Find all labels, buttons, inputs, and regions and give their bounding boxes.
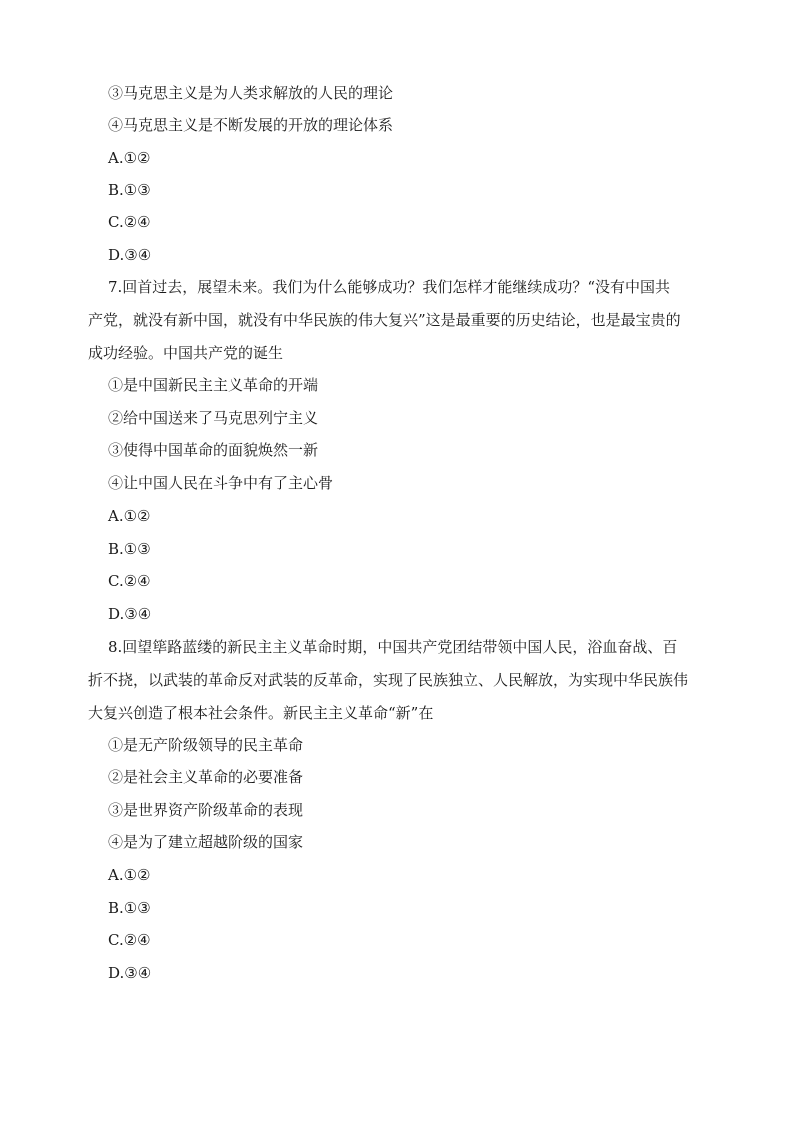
q8-option-b: B.①③ xyxy=(108,899,151,917)
q7-stem-line-3: 成功经验。中国共产党的诞生 xyxy=(88,344,284,362)
q8-statement-3: ③是世界资产阶级革命的表现 xyxy=(108,801,304,819)
q8-stem-line-2: 折不挠，以武装的革命反对武装的反革命，实现了民族独立、人民解放，为实现中华民族伟 xyxy=(88,671,689,689)
q6-option-a: A.①② xyxy=(108,149,151,167)
q7-stem-line-1: 7.回首过去，展望未来。我们为什么能够成功？我们怎样才能继续成功？“没有中国共 xyxy=(108,278,670,296)
q7-statement-4: ④让中国人民在斗争中有了主心骨 xyxy=(108,474,334,492)
q8-option-a: A.①② xyxy=(108,866,151,884)
q8-option-c: C.②④ xyxy=(108,931,151,949)
q7-statement-1: ①是中国新民主主义革命的开端 xyxy=(108,376,319,394)
q7-option-c: C.②④ xyxy=(108,572,151,590)
q7-statement-2: ②给中国送来了马克思列宁主义 xyxy=(108,409,319,427)
q8-stem-line-1: 8.回望筚路蓝缕的新民主主义革命时期，中国共产党团结带领中国人民，浴血奋战、百 xyxy=(108,638,678,656)
q7-stem-line-2: 产党，就没有新中国，就没有中华民族的伟大复兴”这是最重要的历史结论，也是最宝贵的 xyxy=(88,311,681,329)
q6-option-b: B.①③ xyxy=(108,181,151,199)
q7-statement-3: ③使得中国革命的面貌焕然一新 xyxy=(108,441,319,459)
q6-option-d: D.③④ xyxy=(108,246,152,264)
q7-option-d: D.③④ xyxy=(108,605,152,623)
q8-stem-line-3: 大复兴创造了根本社会条件。新民主主义革命“新”在 xyxy=(88,704,434,722)
q7-option-a: A.①② xyxy=(108,507,151,525)
q6-option-c: C.②④ xyxy=(108,213,151,231)
q6-statement-4: ④马克思主义是不断发展的开放的理论体系 xyxy=(108,116,394,134)
q8-option-d: D.③④ xyxy=(108,964,152,982)
q8-statement-4: ④是为了建立超越阶级的国家 xyxy=(108,833,304,851)
q8-statement-2: ②是社会主义革命的必要准备 xyxy=(108,768,304,786)
q8-statement-1: ①是无产阶级领导的民主革命 xyxy=(108,736,304,754)
q6-statement-3: ③马克思主义是为人类求解放的人民的理论 xyxy=(108,84,394,102)
q7-option-b: B.①③ xyxy=(108,540,151,558)
